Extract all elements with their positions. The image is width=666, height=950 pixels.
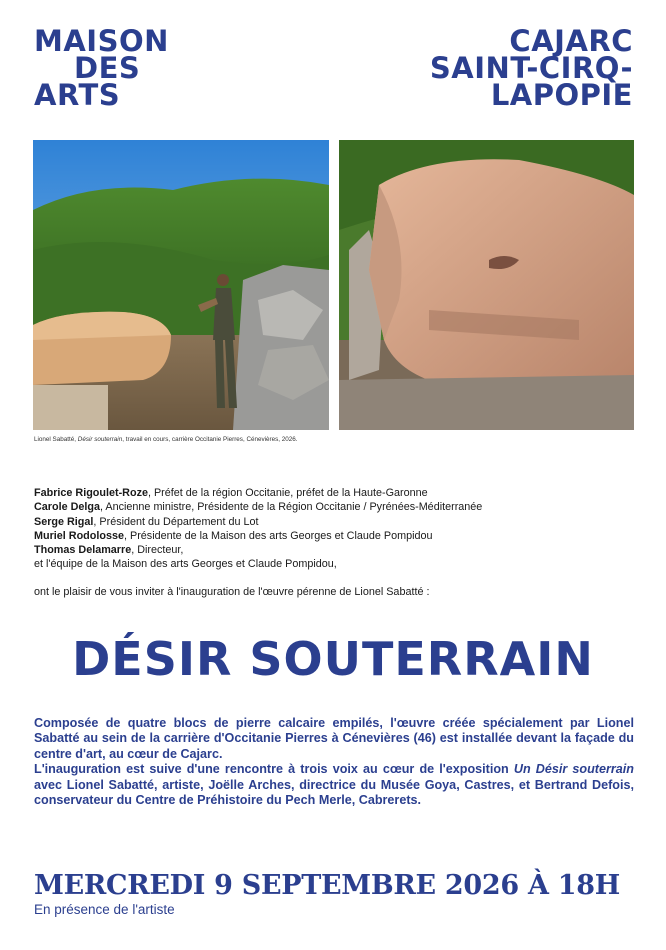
host-name: Thomas Delamarre: [34, 544, 132, 557]
description-paragraph: [34, 762, 634, 808]
host-line: [34, 515, 634, 529]
host-role: , Président du Département du Lot: [93, 515, 259, 528]
host-line: [34, 529, 634, 543]
host-role: , Préfet de la région Occitanie, préfet de la Haute-Garonne: [147, 487, 428, 499]
header-right-line: CAJARC: [509, 24, 633, 58]
event-date: MERCREDI 9 SEPTEMBRE 2026 À 18H: [34, 870, 620, 901]
host-name: Muriel Rodolosse: [34, 529, 124, 542]
host-name: Fabrice Rigoulet-Roze: [34, 487, 148, 499]
host-role: , Directeur,: [131, 544, 184, 557]
host-line: [34, 500, 634, 514]
host-name: Carole Delga: [34, 501, 101, 514]
caption-artist: Lionel Sabatté,: [34, 436, 77, 443]
caption-details: , travail en cours, carrière Occitanie Pierres, Cénevières, 2026.: [122, 436, 298, 443]
photo-caption: [34, 436, 298, 443]
header-left-logo: [34, 24, 169, 112]
host-line: [34, 486, 634, 500]
description-text: avec Lionel Sabatté, artiste, Joëlle Arches, directrice du Musée Goya, Castres, et Bertrand Defois, conservateur du Centre de Préhistoire du Pech Merle, Cabrerets.: [34, 777, 634, 808]
artist-presence-note: En présence de l'artiste: [34, 902, 175, 917]
header-right-places: [429, 24, 633, 112]
exhibition-title: Un Désir souterrain: [513, 762, 635, 777]
header-left-line: DES: [74, 51, 141, 85]
description-text: L'inauguration est suive d'une rencontre à trois voix au cœur de l'exposition: [34, 762, 514, 777]
host-role: , Ancienne ministre, Présidente de la Région Occitanie / Pyrénées-Méditerranée: [100, 501, 483, 514]
description: [34, 716, 634, 808]
host-role: , Présidente de la Maison des arts Georges et Claude Pompidou: [124, 529, 433, 542]
host-name: Serge Rigal: [34, 515, 94, 528]
host-role: et l'équipe de la Maison des arts Georges et Claude Pompidou,: [34, 558, 337, 571]
host-line: [34, 557, 634, 571]
header-left-line: ARTS: [34, 78, 121, 112]
description-paragraph: Composée de quatre blocs de pierre calcaire empilés, l'œuvre créée spécialement par Lionel Sabatté au sein de la carrière d'Occitanie Pierres à Cénevières (46) est installée devant la façade du centre d'art, au cœur de Cajarc.: [34, 716, 634, 761]
photo-stone-head: [339, 140, 634, 430]
header-right-line: SAINT-CIRQ-: [429, 51, 633, 85]
photo-artist-quarry: [33, 140, 329, 430]
host-line: [34, 543, 634, 557]
invitation-text: ont le plaisir de vous inviter à l'inauguration de l'œuvre pérenne de Lionel Sabatté :: [34, 586, 430, 598]
hosts-list: [34, 486, 634, 572]
header-left-line: MAISON: [34, 24, 169, 58]
caption-work-title: Désir souterrain: [77, 436, 123, 443]
header-right-line: LAPOPIE: [490, 78, 633, 112]
artwork-title: DÉSIR SOUTERRAIN: [72, 632, 594, 686]
